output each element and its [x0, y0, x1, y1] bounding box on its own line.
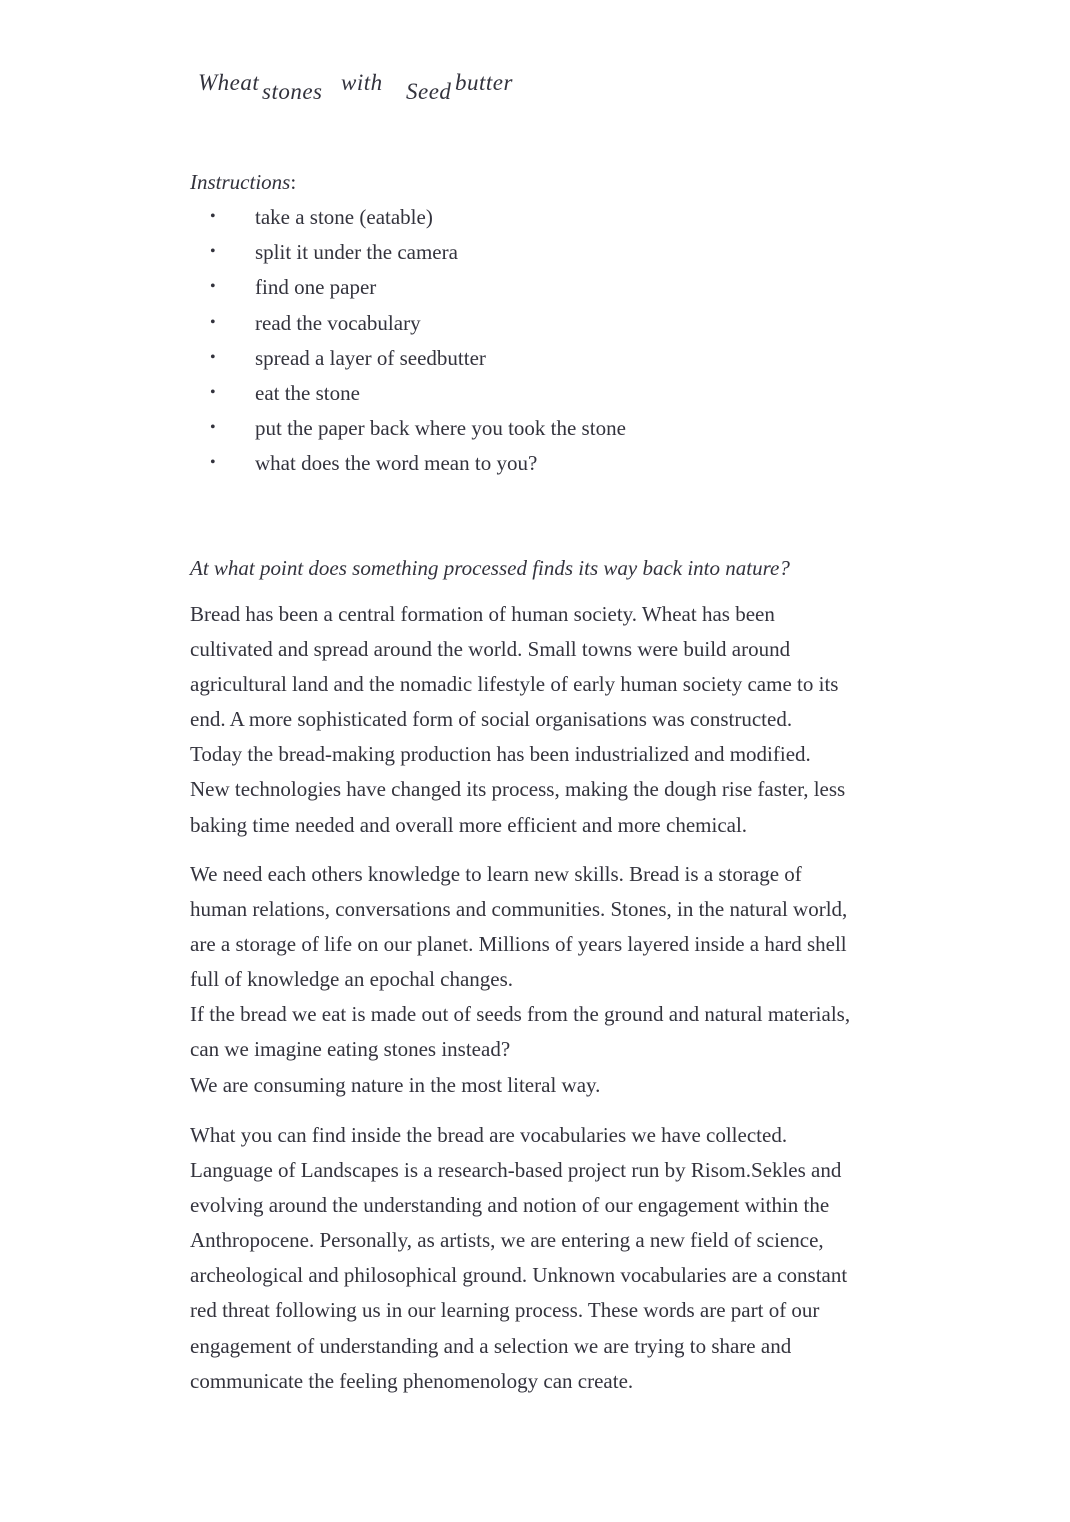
list-item: [190, 272, 626, 307]
title-word-with: with: [341, 70, 383, 95]
paragraph-line: New technologies have changed its process, making the dough rise faster, less: [190, 777, 846, 802]
list-item-text: find one paper: [255, 275, 377, 300]
paragraph-line: What you can find inside the bread are vocabularies we have collected.: [190, 1123, 788, 1147]
title-word-seed: Seed: [406, 79, 452, 104]
bullet-icon: •: [210, 313, 216, 331]
paragraph-line: cultivated and spread around the world. Small towns were build around: [190, 637, 791, 662]
paragraph-line: human relations, conversations and communities. Stones, in the natural world,: [190, 897, 848, 922]
paragraph-line: Anthropocene. Personally, as artists, we are entering a new field of science,: [190, 1228, 824, 1253]
paragraph-line: full of knowledge an epochal changes.: [190, 967, 514, 992]
list-item-text: take a stone (eatable): [255, 205, 433, 229]
bullet-icon: •: [210, 383, 216, 401]
instructions-heading: [190, 168, 296, 196]
bullet-icon: •: [210, 208, 216, 225]
bullet-icon: •: [210, 278, 216, 296]
paragraph-line: evolving around the understanding and notion of our engagement within the: [190, 1193, 830, 1218]
instructions-label: Instructions: [190, 170, 291, 194]
instructions-list: [190, 202, 626, 484]
title-word-wheat: Wheat: [198, 70, 260, 95]
title-word-stones: stones: [262, 79, 323, 104]
bullet-icon: •: [210, 348, 216, 366]
instructions-colon: :: [290, 170, 297, 194]
list-item: [190, 308, 626, 343]
list-item: [190, 237, 626, 272]
paragraph-line: archeological and philosophical ground. Unknown vocabularies are a constant: [190, 1263, 848, 1288]
bullet-icon: •: [210, 419, 216, 437]
document-title: [198, 66, 698, 116]
paragraph-line: end. A more sophisticated form of social organisations was constructed.: [190, 707, 793, 732]
list-item-text: what does the word mean to you?: [255, 451, 538, 476]
paragraph-line: engagement of understanding and a selection we are trying to share and: [190, 1333, 792, 1358]
paragraph-line: Language of Landscapes is a research-based project run by Risom.Sekles and: [190, 1158, 842, 1183]
paragraph-line: are a storage of life on our planet. Millions of years layered inside a hard shell: [190, 932, 847, 957]
list-item: [190, 343, 626, 378]
guiding-question: At what point does something processed finds its way back into nature?: [190, 556, 790, 580]
list-item: [190, 202, 626, 237]
paragraph-line: communicate the feeling phenomenology can create.: [190, 1368, 634, 1393]
paragraph-line: If the bread we eat is made out of seeds from the ground and natural materials,: [190, 1002, 851, 1027]
list-item-text: put the paper back where you took the stone: [255, 416, 626, 441]
paragraph-line: baking time needed and overall more efficient and more chemical.: [190, 812, 748, 837]
list-item: [190, 448, 626, 483]
list-item: [190, 413, 626, 448]
paragraph-line: We need each others knowledge to learn new skills. Bread is a storage of: [190, 862, 802, 886]
paragraph-line: Bread has been a central formation of human society. Wheat has been: [190, 602, 775, 626]
list-item-text: spread a layer of seedbutter: [255, 345, 486, 370]
paragraph-line: agricultural land and the nomadic lifestyle of early human society came to its: [190, 672, 839, 697]
list-item-text: read the vocabulary: [255, 310, 421, 335]
list-item-text: eat the stone: [255, 380, 360, 405]
list-item-text: split it under the camera: [255, 240, 458, 265]
paragraph-vocabularies: [190, 1118, 890, 1399]
paragraph-bread-history: [190, 597, 890, 843]
paragraph-line: Today the bread-making production has been industrialized and modified.: [190, 742, 811, 767]
bullet-icon: •: [210, 454, 216, 472]
list-item: [190, 378, 626, 413]
title-word-butter: butter: [455, 70, 513, 95]
paragraph-line: red threat following us in our learning process. These words are part of our: [190, 1298, 820, 1323]
paragraph-knowledge: [190, 857, 890, 1103]
paragraph-line: We are consuming nature in the most literal way.: [190, 1072, 601, 1097]
bullet-icon: •: [210, 243, 216, 261]
paragraph-line: can we imagine eating stones instead?: [190, 1037, 511, 1062]
